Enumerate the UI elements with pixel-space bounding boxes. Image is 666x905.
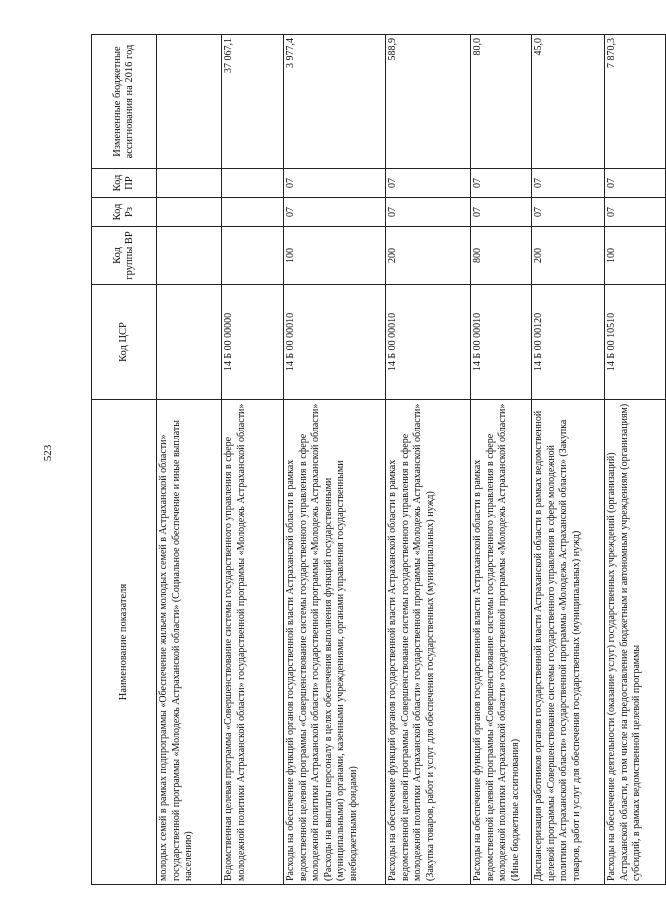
row-pr [222, 169, 284, 198]
document-page [91, 35, 643, 885]
row-name: Расходы на обеспечение функций органов государственной власти Астраханской области в рамках ведомственной целевой программы «Совершенствование системы государственного управления в сфере молодежной политики Астраханской области» государственной программы «Молодежь Астраханской области» (Закупка товаров, работ и услуг для обеспечения государственных (муниципальных) нужд) [386, 400, 471, 885]
row-rz: 07 [284, 198, 386, 227]
table-row [471, 35, 532, 885]
rotated-table-wrapper [91, 35, 643, 885]
row-vr: 800 [471, 227, 532, 285]
row-rz: 07 [532, 198, 605, 227]
row-amount: 7 870,3 [605, 35, 666, 169]
row-rz: 07 [471, 198, 532, 227]
row-vr: 100 [284, 227, 386, 285]
row-vr: 200 [386, 227, 471, 285]
row-rz [222, 198, 284, 227]
table-row [605, 35, 666, 885]
row-amount: 37 067,1 [222, 35, 284, 169]
row-csr: 14 Б 00 00120 [532, 285, 605, 400]
row-name: Расходы на обеспечение функций органов государственной власти Астраханской области в рамках ведомственной целевой программы «Совершенствование системы государственного управления в сфере молодежной политики Астраханской области» государственной программы «Молодежь Астраханской области» (Иные бюджетные ассигнования) [471, 400, 532, 885]
table-row [532, 35, 605, 885]
row-amount: 45,0 [532, 35, 605, 169]
header-amount: Измененные бюджетные ассигнования на 2016 год [92, 35, 157, 169]
row-name: молодых семей в рамках подпрограммы «Обеспечение жильем молодых семей в Астраханской области» государственной программы «Молодежь Астраханской области» (Социальное обеспечение и иные выплаты населению) [157, 400, 222, 885]
header-vr: Код группы ВР [92, 227, 157, 285]
header-csr: Код ЦСР [92, 285, 157, 400]
row-rz: 07 [605, 198, 666, 227]
table-row [386, 35, 471, 885]
row-pr: 07 [471, 169, 532, 198]
row-amount: 3 977,4 [284, 35, 386, 169]
row-amount: 80,0 [471, 35, 532, 169]
row-vr [157, 227, 222, 285]
row-csr: 14 Б 00 10510 [605, 285, 666, 400]
header-pr: Код ПР [92, 169, 157, 198]
row-rz: 07 [386, 198, 471, 227]
table-row [222, 35, 284, 885]
row-vr [222, 227, 284, 285]
row-pr: 07 [386, 169, 471, 198]
header-name: Наименование показателя [92, 400, 157, 885]
header-rz: Код Рз [92, 198, 157, 227]
table-header-row [92, 35, 157, 885]
row-pr: 07 [284, 169, 386, 198]
row-pr: 07 [605, 169, 666, 198]
row-name: Расходы на обеспечение деятельности (оказание услуг) государственных учреждений (организаций) Астраханской области, в том числе на предоставление бюджетным и автономным учреждениям (организациям) субсидий, в рамках ведомственной целевой программы [605, 400, 666, 885]
row-name: Диспансеризация работников органов государственной власти Астраханской области в рамках ведомственной целевой программы «Совершенствование системы государственного управления в сфере молодежной политики Астраханской области» государственной программы «Молодежь Астраханской области» (Закупка товаров, работ и услуг для обеспечения государственных (муниципальных) нужд) [532, 400, 605, 885]
budget-table [91, 34, 666, 885]
row-amount: 588,9 [386, 35, 471, 169]
row-name: Расходы на обеспечение функций органов государственной власти Астраханской области в рамках ведомственной целевой программы «Совершенствование системы государственного управления в сфере молодежной политики Астраханской области» государственной программы «Молодежь Астраханской области» (Расходы на выплаты персоналу в целях обеспечения выполнения функций государственными (муниципальными) органами, казенными учреждениями, органами управления государственными внебюджетными фондами) [284, 400, 386, 885]
table-row [157, 35, 222, 885]
page-number: 523 [42, 444, 54, 462]
row-amount [157, 35, 222, 169]
row-vr: 100 [605, 227, 666, 285]
row-csr: 14 Б 00 00010 [386, 285, 471, 400]
row-pr: 07 [532, 169, 605, 198]
row-csr: 14 Б 00 00000 [222, 285, 284, 400]
row-rz [157, 198, 222, 227]
row-csr: 14 Б 00 00010 [471, 285, 532, 400]
table-row [284, 35, 386, 885]
row-pr [157, 169, 222, 198]
row-csr [157, 285, 222, 400]
row-name: Ведомственная целевая программа «Совершенствование системы государственного управления в сфере молодежной политики Астраханской области» государственной программы «Молодежь Астраханской области» [222, 400, 284, 885]
row-csr: 14 Б 00 00010 [284, 285, 386, 400]
row-vr: 200 [532, 227, 605, 285]
